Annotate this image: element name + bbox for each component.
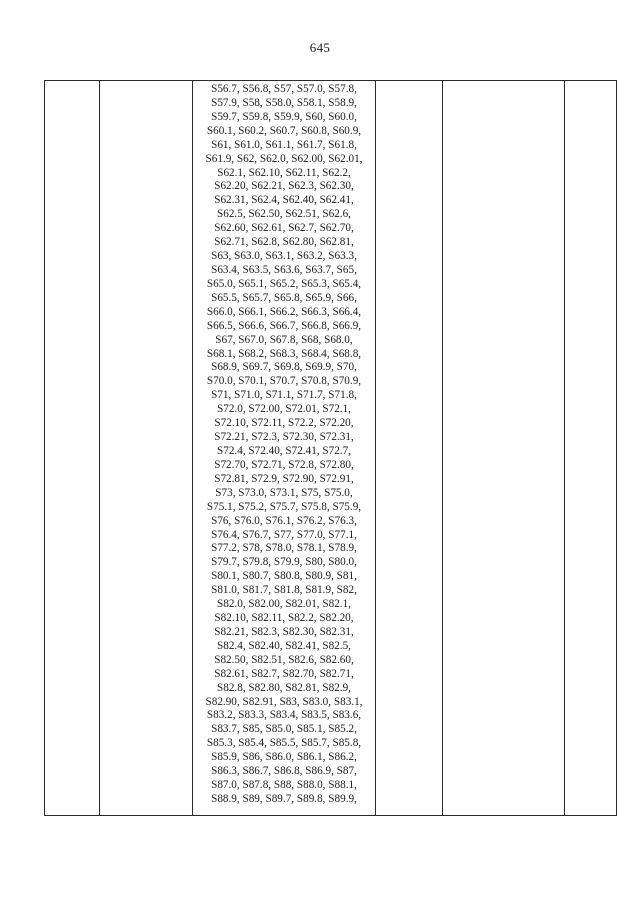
empty-cell-2 xyxy=(100,81,193,816)
code-line: S83.7, S85, S85.0, S85.1, S85.2, xyxy=(211,723,357,736)
code-line: S72.0, S72.00, S72.01, S72.1, xyxy=(217,403,351,416)
code-line: S62.60, S62.61, S62.7, S62.70, xyxy=(214,222,354,235)
code-line: S57.9, S58, S58.0, S58.1, S58.9, xyxy=(211,96,357,109)
code-line: S87.0, S87.8, S88, S88.0, S88.1, xyxy=(211,779,357,792)
code-line: S66.5, S66.6, S66.7, S66.8, S66.9, xyxy=(206,319,362,332)
code-line: S82.8, S82.80, S82.81, S82.9, xyxy=(217,681,351,694)
code-line: S72.70, S72.71, S72.8, S72.80, xyxy=(214,458,354,471)
code-line: S76, S76.0, S76.1, S76.2, S76.3, xyxy=(211,514,357,527)
code-line: S88.9, S89, S89.7, S89.8, S89.9, xyxy=(211,793,357,806)
code-line: S56.7, S56.8, S57, S57.0, S57.8, xyxy=(211,83,357,95)
code-line: S66.0, S66.1, S66.2, S66.3, S66.4, xyxy=(206,305,362,318)
code-line: S82.4, S82.40, S82.41, S82.5, xyxy=(217,639,351,652)
code-line: S65.0, S65.1, S65.2, S65.3, S65.4, xyxy=(206,277,362,290)
code-line: S62.1, S62.10, S62.11, S62.2, xyxy=(217,166,351,179)
code-line: S60.1, S60.2, S60.7, S60.8, S60.9, xyxy=(206,124,362,137)
code-line: S86.3, S86.7, S86.8, S86.9, S87, xyxy=(211,765,357,778)
code-line: S65.5, S65.7, S65.8, S65.9, S66, xyxy=(211,291,357,304)
code-line: S85.9, S86, S86.0, S86.1, S86.2, xyxy=(211,751,357,764)
code-line: S80.1, S80.7, S80.8, S80.9, S81, xyxy=(211,570,357,583)
diagnosis-code-list xyxy=(193,81,375,807)
code-line: S76.4, S76.7, S77, S77.0, S77.1, xyxy=(211,528,357,541)
codes-table xyxy=(44,80,617,816)
code-line: S82.90, S82.91, S83, S83.0, S83.1, xyxy=(205,695,363,708)
code-line: S71, S71.0, S71.1, S71.7, S71.8, xyxy=(211,389,357,402)
code-line: S82.61, S82.7, S82.70, S82.71, xyxy=(214,667,354,680)
code-line: S59.7, S59.8, S59.9, S60, S60.0, xyxy=(211,110,357,123)
code-line: S61.9, S62, S62.0, S62.00, S62.01, xyxy=(205,152,363,165)
code-line: S82.21, S82.3, S82.30, S82.31, xyxy=(214,625,354,638)
code-line: S62.5, S62.50, S62.51, S62.6, xyxy=(217,208,351,221)
code-line: S68.1, S68.2, S68.3, S68.4, S68.8, xyxy=(206,347,362,360)
code-line: S82.50, S82.51, S82.6, S82.60, xyxy=(214,653,354,666)
empty-cell-5 xyxy=(443,81,565,816)
code-line: S72.4, S72.40, S72.41, S72.7, xyxy=(217,444,351,457)
code-line: S72.81, S72.9, S72.90, S72.91, xyxy=(214,472,354,485)
code-line: S81.0, S81.7, S81.8, S81.9, S82, xyxy=(211,584,357,597)
code-line: S72.10, S72.11, S72.2, S72.20, xyxy=(214,417,354,430)
diagnosis-codes-cell xyxy=(193,81,376,816)
code-line: S61, S61.0, S61.1, S61.7, S61.8, xyxy=(211,138,357,151)
code-line: S73, S73.0, S73.1, S75, S75.0, xyxy=(215,486,353,499)
code-line: S82.10, S82.11, S82.2, S82.20, xyxy=(214,612,354,625)
empty-cell-6 xyxy=(565,81,617,816)
empty-cell-1 xyxy=(45,81,100,816)
code-line: S83.2, S83.3, S83.4, S83.5, S83.6, xyxy=(206,709,362,722)
code-line: S82.0, S82.00, S82.01, S82.1, xyxy=(217,598,351,611)
code-line: S68.9, S69.7, S69.8, S69.9, S70, xyxy=(211,361,357,374)
page-number: 645 xyxy=(309,40,331,55)
code-line: S77.2, S78, S78.0, S78.1, S78.9, xyxy=(211,542,357,555)
empty-cell-4 xyxy=(376,81,443,816)
code-line: S62.20, S62.21, S62.3, S62.30, xyxy=(214,180,354,193)
code-line: S63.4, S63.5, S63.6, S63.7, S65, xyxy=(211,263,357,276)
code-line: S62.71, S62.8, S62.80, S62.81, xyxy=(214,236,354,249)
code-line: S85.3, S85.4, S85.5, S85.7, S85.8, xyxy=(206,737,362,750)
code-line: S63, S63.0, S63.1, S63.2, S63.3, xyxy=(211,250,357,263)
code-line: S62.31, S62.4, S62.40, S62.41, xyxy=(214,194,354,207)
code-line: S75.1, S75.2, S75.7, S75.8, S75.9, xyxy=(206,500,362,513)
code-line: S79.7, S79.8, S79.9, S80, S80.0, xyxy=(211,556,357,569)
code-line: S72.21, S72.3, S72.30, S72.31, xyxy=(214,431,354,444)
code-line: S67, S67.0, S67.8, S68, S68.0, xyxy=(215,333,353,346)
table-row xyxy=(45,81,617,816)
code-line: S70.0, S70.1, S70.7, S70.8, S70.9, xyxy=(206,375,362,388)
